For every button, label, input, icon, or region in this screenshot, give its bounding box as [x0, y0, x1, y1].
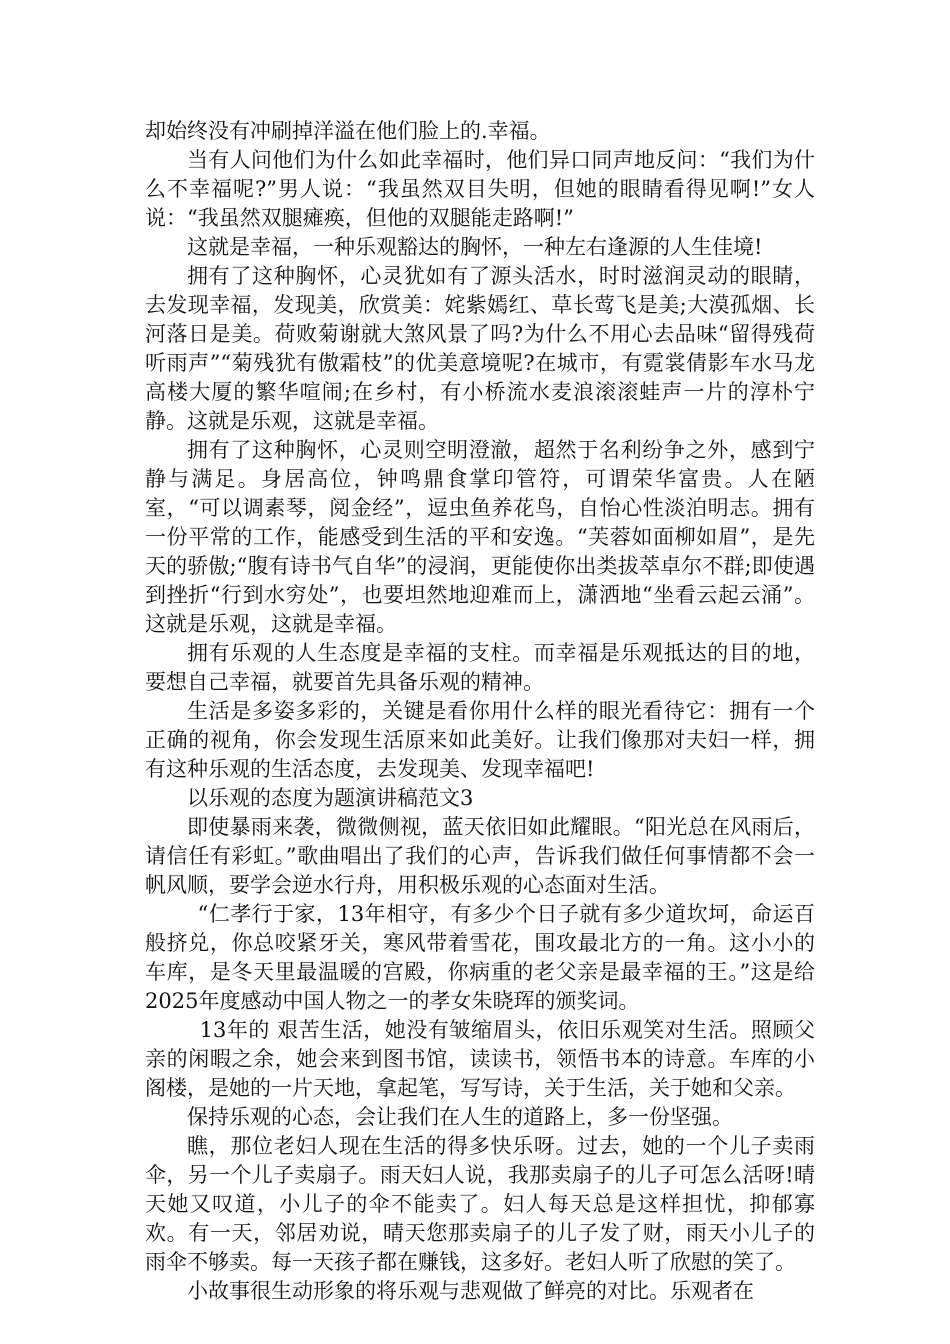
paragraph: 瞧，那位老妇人现在生活的得多快乐呀。过去，她的一个儿子卖雨伞，另一个儿子卖扇子。雨天妇人说，我那卖扇子的儿子可怎么活呀!晴天她又叹道，小儿子的伞不能卖了。妇人每天总是这样担忧，抑郁寡欢。有一天，邻居劝说，晴天您那卖扇子的儿子发了财，雨天小儿子的雨伞不够卖。每一天孩子都在赚钱，这多好。老妇人听了欣慰的笑了。 — [145, 1134, 815, 1274]
paragraph: 却始终没有冲刷掉洋溢在他们脸上的.幸福。 — [145, 119, 551, 143]
paragraph: 13年的 艰苦生活，她没有皱缩眉头，依旧乐观笑对生活。照顾父亲的闲暇之余，她会来到图书馆，读读书，领悟书本的诗意。车库的小阁楼，是她的一片天地，拿起笔，写写诗，关于生活，关于她和父亲。 — [145, 1018, 815, 1100]
paragraph: 当有人问他们为什么如此幸福时，他们异口同声地反问：“我们为什么不幸福呢?”男人说：“我虽然双目失明，但她的眼睛看得见啊!”女人说：“我虽然双腿瘫痪，但他的双腿能走路啊!” — [145, 148, 815, 230]
paragraph: 这就是幸福，一种乐观豁达的胸怀，一种左右逢源的人生佳境! — [187, 235, 763, 259]
paragraph: 即使暴雨来袭，微微侧视，蓝天依旧如此耀眼。“阳光总在风雨后，请信任有彩虹。”歌曲唱出了我们的心声，告诉我们做任何事情都不会一帆风顺，要学会逆水行舟，用积极乐观的心态面对生活。 — [145, 815, 815, 897]
paragraph: 拥有乐观的人生态度是幸福的支柱。而幸福是乐观抵达的目的地，要想自己幸福，就要首先具备乐观的精神。 — [145, 641, 815, 694]
document-body — [145, 117, 815, 1306]
paragraph: 保持乐观的心态，会让我们在人生的道路上，多一份坚强。 — [187, 1105, 733, 1129]
paragraph: 生活是多姿多彩的，关键是看你用什么样的眼光看待它：拥有一个正确的视角，你会发现生活原来如此美好。让我们像那对夫妇一样，拥有这种乐观的生活态度，去发现美、发现幸福吧! — [145, 699, 815, 781]
paragraph: 小故事很生动形象的将乐观与悲观做了鲜亮的对比。乐观者在 — [187, 1279, 754, 1303]
section-heading: 以乐观的态度为题演讲稿范文3 — [187, 786, 474, 810]
paragraph: 拥有了这种胸怀，心灵犹如有了源头活水，时时滋润灵动的眼睛，去发现幸福，发现美，欣赏美：姹紫嫣红、草长莺飞是美;大漠孤烟、长河落日是美。荷败菊谢就大煞风景了吗?为什么不用心去品味“留得残荷听雨声”“菊残犹有傲霜枝”的优美意境呢?在城市，有霓裳倩影车水马龙高楼大厦的繁华喧闹;在乡村，有小桥流水麦浪滚滚蛙声一片的淳朴宁静。这就是乐观，这就是幸福。 — [145, 264, 815, 433]
paragraph: “仁孝行于家，13年相守，有多少个日子就有多少道坎坷，命运百般挤兑，你总咬紧牙关，寒风带着雪花，围攻最北方的一角。这小小的车库，是冬天里最温暖的宫殿，你病重的老父亲是最幸福的王。”这是给2025年度感动中国人物之一的孝女朱晓珲的颁奖词。 — [145, 902, 815, 1013]
paragraph: 拥有了这种胸怀，心灵则空明澄澈，超然于名利纷争之外，感到宁静与满足。身居高位，钟鸣鼎食掌印管符，可谓荣华富贵。人在陋室，“可以调素琴，阅金经”，逗虫鱼养花鸟，自怡心性淡泊明志。拥有一份平常的工作，能感受到生活的平和安逸。“芙蓉如面柳如眉”，是先天的骄傲;“腹有诗书气自华”的浸润，更能使你出类拔萃卓尔不群;即使遇到挫折“行到水穷处”，也要坦然地迎难而上，潇洒地“坐看云起云涌”。这就是乐观，这就是幸福。 — [145, 438, 815, 636]
